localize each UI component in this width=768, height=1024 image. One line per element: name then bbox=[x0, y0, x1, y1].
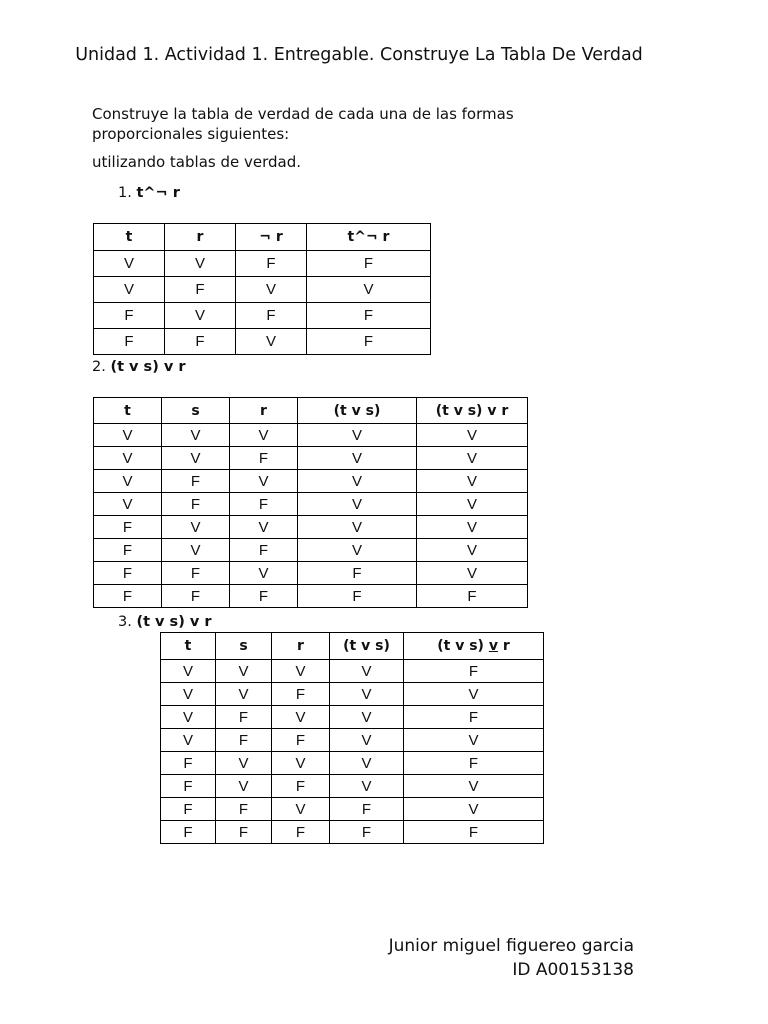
table-cell: V bbox=[330, 683, 404, 706]
header-part: r bbox=[497, 638, 510, 654]
table-header-row bbox=[94, 398, 528, 424]
table-cell: V bbox=[417, 447, 528, 470]
table-cell: F bbox=[216, 821, 272, 844]
table-cell: V bbox=[94, 470, 162, 493]
table-cell: V bbox=[272, 798, 330, 821]
table-cell: V bbox=[298, 493, 417, 516]
table-cell: V bbox=[94, 251, 165, 277]
column-header: r bbox=[230, 398, 298, 424]
table-cell: V bbox=[330, 752, 404, 775]
table-cell: F bbox=[272, 775, 330, 798]
table-cell: V bbox=[161, 729, 216, 752]
table-cell: F bbox=[272, 683, 330, 706]
table-cell: V bbox=[417, 470, 528, 493]
column-header: r bbox=[165, 224, 236, 251]
table-cell: F bbox=[94, 516, 162, 539]
truth-table-3 bbox=[160, 632, 544, 844]
table-cell: V bbox=[404, 775, 544, 798]
table-cell: F bbox=[94, 303, 165, 329]
table-row bbox=[94, 516, 528, 539]
table-cell: F bbox=[298, 585, 417, 608]
section-3-number: 3. bbox=[118, 614, 132, 630]
column-header bbox=[404, 633, 544, 660]
table-cell: V bbox=[94, 447, 162, 470]
table-row bbox=[94, 493, 528, 516]
table-cell: V bbox=[417, 493, 528, 516]
table-cell: V bbox=[298, 470, 417, 493]
table-cell: V bbox=[161, 660, 216, 683]
table-cell: V bbox=[404, 729, 544, 752]
table-cell: V bbox=[216, 683, 272, 706]
column-header: t bbox=[94, 398, 162, 424]
table-cell: F bbox=[94, 329, 165, 355]
table-cell: V bbox=[165, 251, 236, 277]
table-row bbox=[94, 562, 528, 585]
table-cell: F bbox=[307, 303, 431, 329]
table-cell: V bbox=[298, 447, 417, 470]
section-1-expression: t^¬ r bbox=[136, 185, 180, 201]
table-row bbox=[94, 251, 431, 277]
column-header: (t v s) v r bbox=[417, 398, 528, 424]
table-cell: F bbox=[161, 752, 216, 775]
author-id: ID A00153138 bbox=[512, 960, 634, 980]
table-cell: V bbox=[216, 775, 272, 798]
table-cell: V bbox=[417, 562, 528, 585]
table-cell: V bbox=[417, 424, 528, 447]
table-row bbox=[161, 821, 544, 844]
table-cell: F bbox=[404, 821, 544, 844]
table-row bbox=[94, 277, 431, 303]
table-cell: V bbox=[162, 424, 230, 447]
table-cell: V bbox=[230, 424, 298, 447]
table-cell: V bbox=[162, 539, 230, 562]
table-cell: V bbox=[272, 706, 330, 729]
table-cell: V bbox=[216, 660, 272, 683]
table-row bbox=[161, 752, 544, 775]
table-row bbox=[94, 329, 431, 355]
table-row bbox=[94, 470, 528, 493]
table-header-row bbox=[94, 224, 431, 251]
column-header: s bbox=[162, 398, 230, 424]
header-underlined-operator: v bbox=[488, 638, 498, 654]
table-cell: V bbox=[417, 539, 528, 562]
table-cell: F bbox=[307, 251, 431, 277]
table-cell: V bbox=[404, 798, 544, 821]
table-cell: V bbox=[161, 706, 216, 729]
table-row bbox=[94, 585, 528, 608]
table-cell: V bbox=[298, 539, 417, 562]
table-cell: F bbox=[307, 329, 431, 355]
table-cell: F bbox=[94, 562, 162, 585]
section-2-number: 2. bbox=[92, 359, 106, 375]
table-cell: V bbox=[272, 660, 330, 683]
table-row bbox=[161, 706, 544, 729]
column-header: t bbox=[161, 633, 216, 660]
table-cell: F bbox=[162, 585, 230, 608]
table-cell: V bbox=[330, 660, 404, 683]
table-cell: F bbox=[162, 470, 230, 493]
table-cell: V bbox=[230, 562, 298, 585]
document-title: Unidad 1. Actividad 1. Entregable. Construye La Tabla De Verdad bbox=[75, 45, 643, 65]
table-row bbox=[161, 729, 544, 752]
table-cell: F bbox=[404, 706, 544, 729]
table-row bbox=[161, 775, 544, 798]
section-1-number: 1. bbox=[118, 185, 132, 201]
section-3-heading bbox=[118, 613, 212, 631]
table-cell: V bbox=[298, 516, 417, 539]
table-cell: F bbox=[272, 821, 330, 844]
column-header: (t v s) bbox=[330, 633, 404, 660]
table-cell: V bbox=[94, 277, 165, 303]
table-row bbox=[94, 539, 528, 562]
column-header: t^¬ r bbox=[307, 224, 431, 251]
table-cell: F bbox=[161, 798, 216, 821]
section-2-expression: (t v s) v r bbox=[110, 359, 186, 375]
table-cell: V bbox=[404, 683, 544, 706]
table-cell: V bbox=[307, 277, 431, 303]
table-cell: V bbox=[162, 516, 230, 539]
table-row bbox=[94, 303, 431, 329]
column-header: t bbox=[94, 224, 165, 251]
table-cell: F bbox=[272, 729, 330, 752]
table-row bbox=[94, 447, 528, 470]
intro-text: Construye la tabla de verdad de cada una de las formas proporcionales siguientes: bbox=[92, 105, 514, 143]
table-row bbox=[161, 683, 544, 706]
section-3-expression: (t v s) v r bbox=[136, 614, 212, 630]
table-header-row bbox=[161, 633, 544, 660]
table-cell: V bbox=[236, 329, 307, 355]
section-1-heading bbox=[118, 184, 180, 202]
column-header: (t v s) bbox=[298, 398, 417, 424]
table-cell: V bbox=[230, 516, 298, 539]
table-row bbox=[161, 660, 544, 683]
table-cell: F bbox=[162, 562, 230, 585]
table-cell: V bbox=[330, 729, 404, 752]
table-cell: V bbox=[230, 470, 298, 493]
table-row bbox=[94, 424, 528, 447]
table-cell: F bbox=[230, 447, 298, 470]
table-cell: F bbox=[417, 585, 528, 608]
section-2-heading bbox=[92, 358, 186, 376]
truth-table-1 bbox=[93, 223, 431, 355]
table-cell: V bbox=[161, 683, 216, 706]
table-cell: F bbox=[230, 539, 298, 562]
column-header: s bbox=[216, 633, 272, 660]
table-cell: V bbox=[236, 277, 307, 303]
table-cell: F bbox=[330, 798, 404, 821]
table-cell: F bbox=[298, 562, 417, 585]
table-cell: F bbox=[162, 493, 230, 516]
table-cell: V bbox=[94, 424, 162, 447]
table-cell: F bbox=[161, 775, 216, 798]
table-cell: F bbox=[236, 251, 307, 277]
table-cell: F bbox=[94, 585, 162, 608]
table-row bbox=[161, 798, 544, 821]
table-cell: F bbox=[216, 798, 272, 821]
table-cell: F bbox=[404, 660, 544, 683]
table-cell: V bbox=[165, 303, 236, 329]
table-cell: F bbox=[230, 585, 298, 608]
table-cell: V bbox=[298, 424, 417, 447]
table-cell: F bbox=[404, 752, 544, 775]
table-cell: V bbox=[417, 516, 528, 539]
table-cell: F bbox=[330, 821, 404, 844]
table-cell: F bbox=[216, 706, 272, 729]
table-cell: V bbox=[272, 752, 330, 775]
table-cell: V bbox=[162, 447, 230, 470]
table-cell: V bbox=[330, 775, 404, 798]
column-header: ¬ r bbox=[236, 224, 307, 251]
column-header: r bbox=[272, 633, 330, 660]
table-cell: V bbox=[94, 493, 162, 516]
table-cell: F bbox=[94, 539, 162, 562]
table-cell: V bbox=[216, 752, 272, 775]
table-cell: V bbox=[330, 706, 404, 729]
truth-table-2 bbox=[93, 397, 528, 608]
table-cell: F bbox=[230, 493, 298, 516]
table-cell: F bbox=[165, 277, 236, 303]
header-part: (t v s) bbox=[437, 638, 489, 654]
author-name: Junior miguel figuereo garcia bbox=[388, 936, 634, 956]
table-cell: F bbox=[165, 329, 236, 355]
table-cell: F bbox=[161, 821, 216, 844]
intro-text-2: utilizando tablas de verdad. bbox=[92, 153, 301, 171]
table-cell: F bbox=[216, 729, 272, 752]
table-cell: F bbox=[236, 303, 307, 329]
